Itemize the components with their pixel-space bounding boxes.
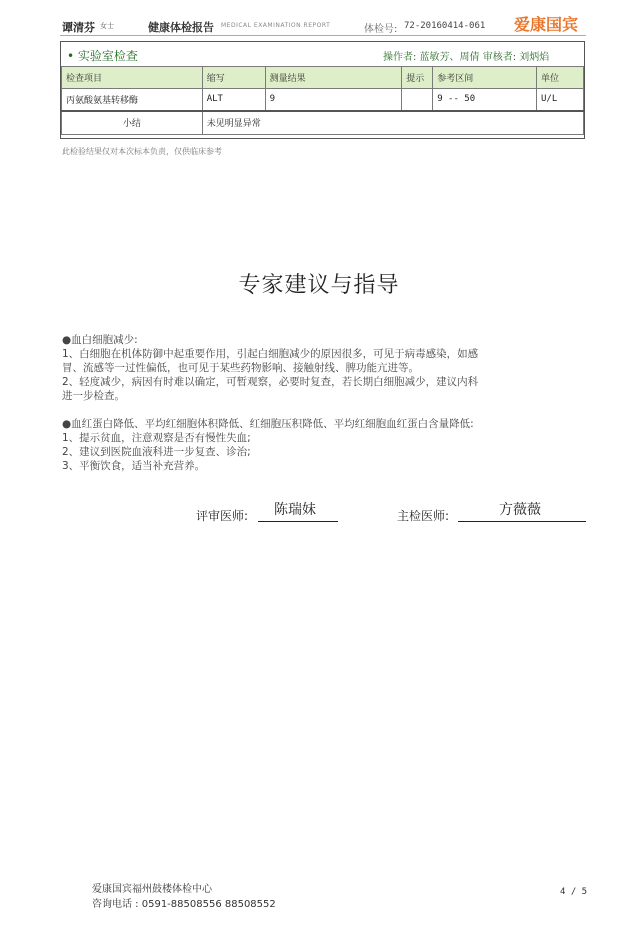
- column-header: 缩写: [202, 67, 265, 89]
- reviewer-signature-line: [258, 521, 338, 522]
- cell-unit: U/L: [537, 89, 584, 111]
- page-number: 4 / 5: [560, 887, 588, 897]
- lab-operators: 操作者: 蓝敏芳、周倩 审核者: 刘炳焰: [383, 52, 550, 63]
- report-header: [0, 0, 638, 40]
- column-header: 检查项目: [62, 67, 203, 89]
- summary-row: [62, 111, 584, 135]
- column-header: 参考区间: [433, 67, 537, 89]
- summary-value: 未见明显异常: [202, 111, 583, 135]
- lab-section-title: • 实验室检查: [67, 49, 138, 63]
- exam-number: 72-20160414-061: [404, 21, 486, 31]
- reviewer-name: 陈瑞妹: [274, 502, 316, 518]
- column-header: 单位: [537, 67, 584, 89]
- report-title: 健康体检报告: [148, 21, 214, 34]
- reviewer-label: 评审医师:: [196, 509, 249, 523]
- advice-line: ●血红蛋白降低、平均红细胞体积降低、红细胞压积降低、平均红细胞血红蛋白含量降低:: [62, 418, 474, 430]
- advice-line: 2、建议到医院血液科进一步复查、诊治;: [62, 446, 251, 458]
- exam-number-label: 体检号:: [364, 24, 398, 35]
- advice-line: 1、提示贫血，注意观察是否有慢性失血;: [62, 432, 251, 444]
- lab-results-box: [60, 41, 585, 139]
- advice-line: 进一步检查。: [62, 390, 125, 402]
- advice-line: 冒、流感等一过性偏低，也可见于某些药物影响、接触射线、脾功能亢进等。: [62, 362, 419, 374]
- advice-title: 专家建议与指导: [238, 273, 400, 298]
- advice-line: ●血白细胞减少:: [62, 334, 138, 346]
- table-header-row: [62, 67, 584, 89]
- advice-block-wbc: [62, 333, 592, 403]
- cell-result: 9: [265, 89, 402, 111]
- brand-logo-text: 爱康国宾: [514, 15, 579, 34]
- cell-reference: 9 -- 50: [433, 89, 537, 111]
- lab-results-table: [61, 66, 584, 135]
- patient-name: 谭清芬: [62, 21, 95, 34]
- chief-label: 主检医师:: [397, 509, 450, 523]
- advice-line: 1、白细胞在机体防御中起重要作用，引起白细胞减少的原因很多，可见于病毒感染，如感: [62, 348, 479, 360]
- footer-center-name: 爱康国宾福州鼓楼体检中心: [92, 884, 212, 895]
- header-divider: [60, 35, 586, 36]
- advice-block-anemia: [62, 417, 592, 473]
- summary-label: 小结: [62, 111, 203, 135]
- advice-line: 2、轻度减少，病因有时难以确定，可暂观察，必要时复查，若长期白细胞减少，建议内科: [62, 376, 479, 388]
- chief-name: 方薇薇: [499, 502, 541, 518]
- report-title-english: MEDICAL EXAMINATION REPORT: [221, 22, 331, 29]
- table-row: [62, 89, 584, 111]
- advice-line: 3、平衡饮食，适当补充营养。: [62, 460, 206, 472]
- lab-footnote: 此检验结果仅对本次标本负责，仅供临床参考: [62, 147, 222, 156]
- lab-section-header: [61, 42, 584, 66]
- cell-item: 丙氨酸氨基转移酶: [62, 89, 203, 111]
- patient-gender: 女士: [100, 22, 114, 30]
- chief-signature-line: [458, 521, 586, 522]
- column-header: 测量结果: [265, 67, 402, 89]
- cell-hint: [402, 89, 433, 111]
- column-header: 提示: [402, 67, 433, 89]
- footer-phone: 咨询电话 : 0591-88508556 88508552: [92, 899, 276, 910]
- cell-abbr: ALT: [202, 89, 265, 111]
